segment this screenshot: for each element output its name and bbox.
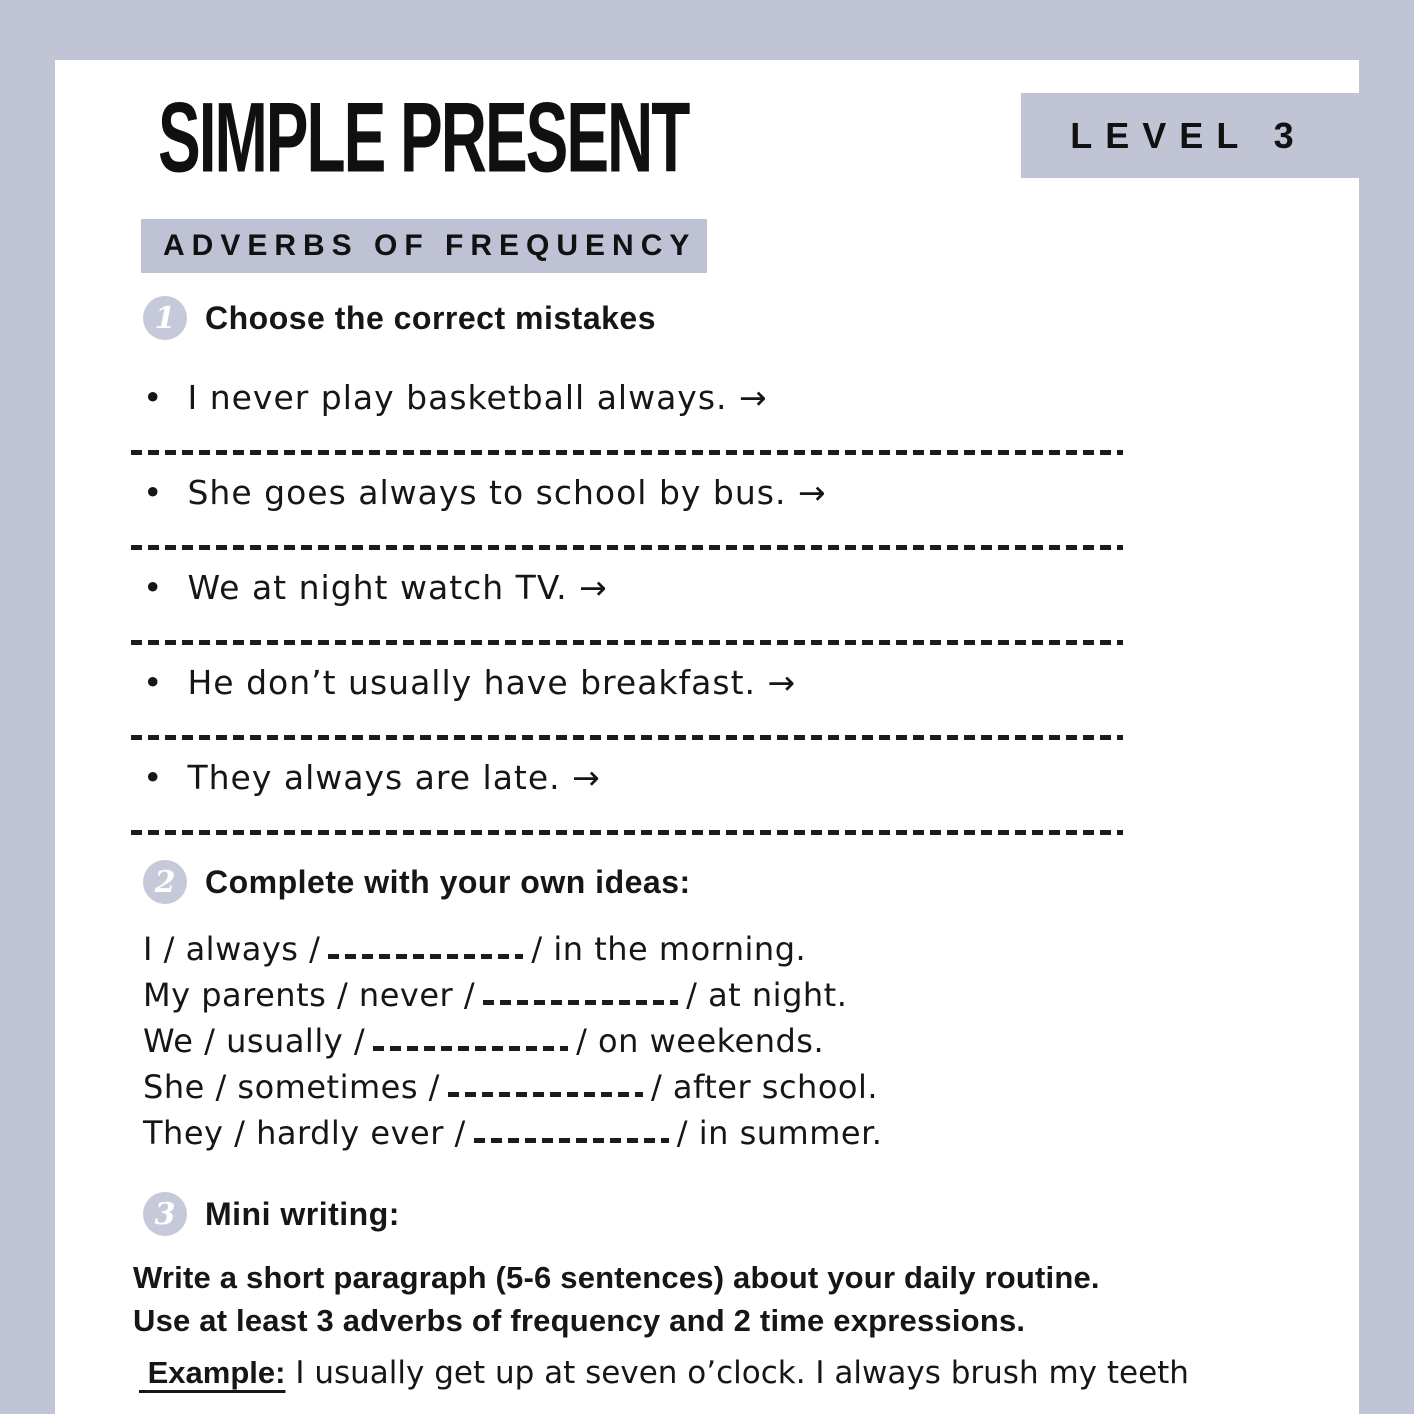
fill-in-line <box>143 1110 1223 1156</box>
answer-line <box>131 830 1123 835</box>
sentence-text: We at night watch TV. → <box>187 568 608 607</box>
answer-line <box>131 450 1123 455</box>
level-badge <box>1021 93 1414 178</box>
fill-blank <box>328 954 523 959</box>
exercise-1-number-badge: 1 <box>143 296 187 340</box>
level-badge-label: LEVEL 3 <box>1070 114 1307 156</box>
list-item <box>143 566 1223 610</box>
bullet-icon: • <box>143 378 164 417</box>
line-after: / in summer. <box>676 1114 883 1152</box>
example-text: I usually get up at seven o’clock. I always brush my teeth <box>295 1355 1189 1391</box>
instruction-line: Use at least 3 adverbs of frequency and 2 time expressions. <box>133 1303 1026 1338</box>
line-before: I / always / <box>143 930 321 968</box>
line-before: We / usually / <box>143 1022 366 1060</box>
line-before: My parents / never / <box>143 976 476 1014</box>
list-item <box>143 756 1223 800</box>
bullet-icon: • <box>143 568 164 607</box>
example-label-text: Example: <box>147 1355 286 1390</box>
fill-in-line <box>143 926 1223 972</box>
instruction-line: Write a short paragraph (5-6 sentences) about your daily routine. <box>133 1260 1100 1295</box>
exercise-3-header <box>143 1192 1223 1236</box>
fill-blank <box>483 1000 678 1005</box>
answer-line <box>131 735 1123 740</box>
example-sentence <box>139 1351 1223 1395</box>
exercise-2-header <box>143 860 1223 904</box>
exercise-2-lines <box>143 926 1223 1156</box>
list-item <box>143 661 1223 705</box>
exercise-3-heading: Mini writing: <box>205 1195 400 1232</box>
example-label <box>139 1355 285 1390</box>
line-after: / in the morning. <box>531 930 807 968</box>
fill-blank <box>373 1046 568 1051</box>
mini-writing-instructions <box>133 1256 1223 1342</box>
subtitle-highlight <box>141 219 707 273</box>
answer-line <box>131 545 1123 550</box>
bullet-icon: • <box>143 663 164 702</box>
list-item <box>143 376 1223 420</box>
worksheet-content <box>133 296 1223 1395</box>
line-before: They / hardly ever / <box>143 1114 466 1152</box>
sentence-text: He don’t usually have breakfast. → <box>187 663 797 702</box>
fill-in-line <box>143 1018 1223 1064</box>
fill-blank <box>474 1138 669 1143</box>
exercise-1-heading: Choose the correct mistakes <box>205 299 656 336</box>
exercise-1-items <box>143 376 1223 835</box>
fill-in-line <box>143 1064 1223 1110</box>
line-after: / after school. <box>650 1068 879 1106</box>
subtitle-label: ADVERBS OF FREQUENCY <box>163 229 697 262</box>
exercise-2-number-badge: 2 <box>143 860 187 904</box>
sentence-text: They always are late. → <box>187 758 601 797</box>
bullet-icon: • <box>143 473 164 512</box>
answer-line <box>131 640 1123 645</box>
line-after: / at night. <box>686 976 848 1014</box>
line-after: / on weekends. <box>576 1022 825 1060</box>
fill-blank <box>448 1092 643 1097</box>
fill-in-line <box>143 972 1223 1018</box>
sentence-text: I never play basketball always. → <box>187 378 768 417</box>
exercise-2-heading: Complete with your own ideas: <box>205 863 691 900</box>
exercise-1-header <box>143 296 1223 340</box>
line-before: She / sometimes / <box>143 1068 440 1106</box>
bullet-icon: • <box>143 758 164 797</box>
page-title: SIMPLE PRESENT <box>158 81 689 194</box>
exercise-3-number-badge: 3 <box>143 1192 187 1236</box>
list-item <box>143 471 1223 515</box>
sentence-text: She goes always to school by bus. → <box>187 473 827 512</box>
